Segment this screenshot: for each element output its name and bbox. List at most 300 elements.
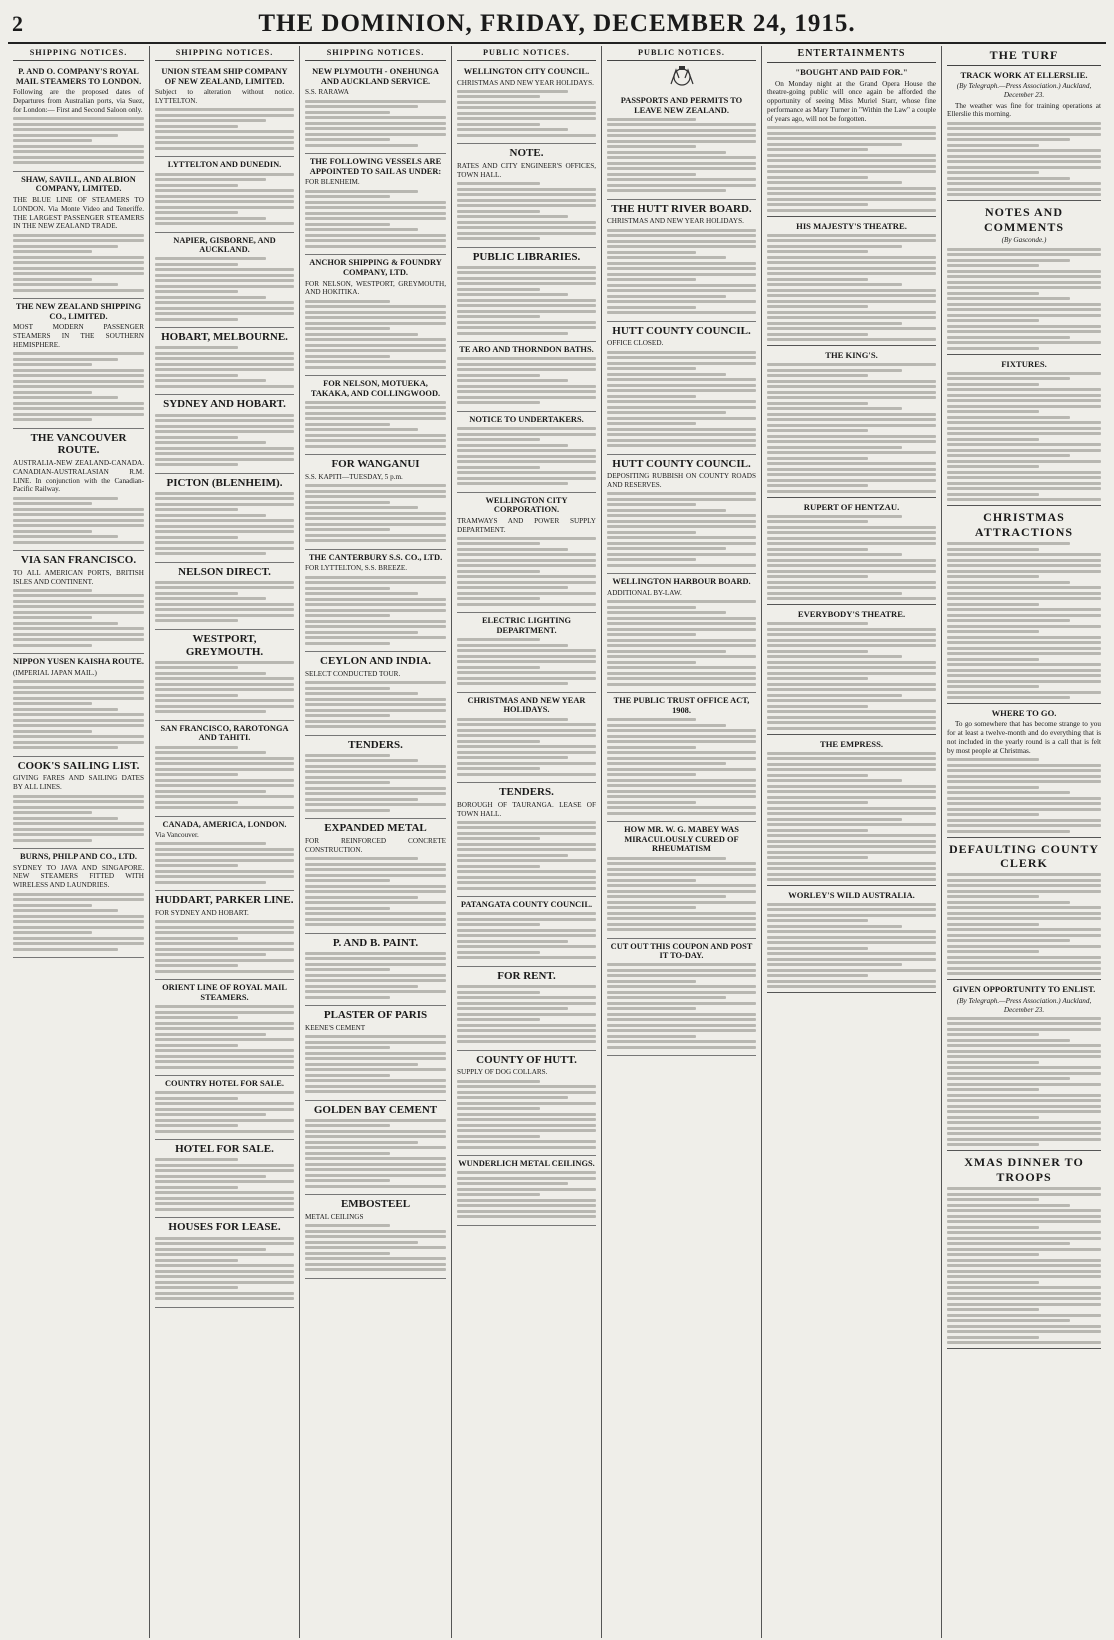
- ad-title: HUDDART, PARKER LINE.: [155, 894, 294, 907]
- advertisement: [13, 172, 144, 299]
- text-line: [767, 559, 936, 562]
- text-line: [457, 310, 596, 313]
- ad-title: THE PUBLIC TRUST OFFICE ACT, 1908.: [613, 696, 750, 715]
- text-line: [767, 969, 936, 972]
- text-line: [305, 698, 446, 701]
- text-line: [13, 272, 144, 275]
- text-line: [607, 189, 726, 192]
- text-line: [13, 686, 144, 689]
- text-line: [305, 687, 390, 690]
- ad-title: UNION STEAM SHIP COMPANY OF NEW ZEALAND, LIMITED.: [161, 67, 288, 86]
- text-line: [607, 757, 756, 760]
- text-line: [767, 980, 936, 983]
- ad-body: FOR BLENHEIM.: [305, 178, 360, 187]
- text-line: [155, 592, 238, 595]
- text-line: [767, 790, 936, 793]
- advertisement: [607, 93, 756, 200]
- text-line: [305, 907, 390, 910]
- advertisement: [457, 897, 596, 967]
- text-line: [457, 751, 596, 754]
- text-line: [155, 368, 294, 371]
- ad-body: S.S. KAPITI—TUESDAY, 5 p.m.: [305, 473, 403, 482]
- ad-body: ADDITIONAL BY-LAW.: [607, 589, 682, 598]
- text-line: [947, 1110, 1101, 1113]
- text-line: [457, 449, 596, 452]
- text-line: [767, 856, 868, 859]
- text-line: [947, 1017, 1101, 1020]
- text-line: [457, 221, 596, 224]
- text-line: [13, 261, 144, 264]
- text-line: [305, 234, 446, 237]
- ad-title: THE FOLLOWING VESSELS ARE APPOINTED TO SAIL AS UNDER:: [309, 157, 442, 176]
- text-line: [13, 893, 144, 896]
- text-line: [155, 881, 266, 884]
- text-line: [305, 105, 418, 108]
- text-line: [305, 787, 446, 790]
- text-line: [947, 405, 1101, 408]
- text-line: [13, 407, 144, 410]
- text-line: [947, 1275, 1101, 1278]
- text-line: [767, 537, 936, 540]
- text-line: [947, 438, 1039, 441]
- text-line: [155, 970, 294, 973]
- text-line: [607, 118, 696, 121]
- text-line: [947, 967, 1101, 970]
- text-line: [305, 195, 390, 198]
- text-line: [305, 1263, 446, 1266]
- text-line: [457, 570, 540, 573]
- ad-title: NIPPON YUSEN KAISHA ROUTE.: [13, 657, 144, 667]
- text-line: [457, 756, 568, 759]
- text-line: [13, 156, 144, 159]
- text-line: [947, 1022, 1101, 1025]
- advertisement: [13, 654, 144, 756]
- text-line: [767, 666, 936, 669]
- ad-title: NOTE.: [509, 147, 544, 160]
- text-line: [155, 757, 294, 760]
- text-line: [457, 385, 596, 388]
- text-line: [947, 575, 1039, 578]
- text-line: [607, 520, 756, 523]
- text-line: [607, 974, 756, 977]
- text-line: [305, 1152, 390, 1155]
- text-line: [305, 901, 446, 904]
- text-line: [947, 133, 1101, 136]
- text-line: [607, 123, 756, 126]
- text-line: [767, 267, 936, 270]
- text-line: [457, 433, 596, 436]
- text-line: [305, 1252, 390, 1255]
- text-line: [607, 156, 756, 159]
- ad-title: TENDERS.: [348, 738, 403, 751]
- text-line: [457, 638, 540, 641]
- text-line: [155, 525, 294, 528]
- text-line: [305, 428, 418, 431]
- text-line: [305, 1174, 446, 1177]
- text-line: [155, 1275, 294, 1278]
- text-line: [947, 1303, 1101, 1306]
- text-line: [767, 622, 868, 625]
- text-line: [457, 837, 540, 840]
- advertisement: [305, 934, 446, 1007]
- ad-title: WELLINGTON CITY CORPORATION.: [485, 495, 568, 515]
- text-line: [155, 414, 294, 417]
- text-line: [13, 502, 92, 505]
- ad-title: SAN FRANCISCO, RAROTONGA AND TAHITI.: [160, 723, 289, 743]
- text-line: [947, 482, 1101, 485]
- text-line: [155, 447, 294, 450]
- text-line: [607, 768, 756, 771]
- text-line: [155, 1038, 294, 1041]
- text-line: [947, 1204, 1070, 1207]
- text-line: [155, 683, 294, 686]
- text-line: [13, 680, 144, 683]
- text-line: [607, 173, 696, 176]
- text-line: [305, 792, 446, 795]
- text-line: [767, 181, 902, 184]
- text-line: [13, 524, 144, 527]
- text-line: [767, 187, 936, 190]
- text-line: [305, 1068, 446, 1071]
- text-line: [607, 1046, 756, 1049]
- text-line: [607, 985, 756, 988]
- text-line: [13, 702, 92, 705]
- text-line: [767, 451, 936, 454]
- text-line: [947, 432, 1101, 435]
- text-line: [155, 688, 294, 691]
- text-line: [155, 1108, 294, 1111]
- text-line: [155, 710, 266, 713]
- text-line: [155, 1158, 238, 1161]
- text-line: [305, 1119, 446, 1122]
- text-line: [305, 212, 446, 215]
- text-line: [457, 559, 596, 562]
- text-line: [13, 396, 118, 399]
- text-line: [947, 347, 1039, 350]
- text-line: [767, 413, 936, 416]
- text-line: [457, 1193, 540, 1196]
- text-line: [457, 1091, 596, 1094]
- text-line: [947, 542, 1070, 545]
- text-line: [305, 366, 446, 369]
- text-line: [305, 809, 390, 812]
- text-line: [457, 182, 540, 185]
- text-line: [305, 490, 446, 493]
- text-line: [607, 862, 756, 865]
- text-line: [607, 812, 756, 815]
- text-line: [607, 735, 756, 738]
- ad-title: NELSON DIRECT.: [178, 565, 271, 578]
- text-line: [305, 896, 418, 899]
- text-line: [13, 535, 118, 538]
- text-line: [947, 764, 1101, 767]
- text-line: [305, 603, 446, 606]
- text-line: [607, 289, 756, 292]
- ad-title: HOBART, MELBOURNE.: [161, 331, 288, 344]
- text-line: [947, 297, 1070, 300]
- text-line: [155, 603, 294, 606]
- text-line: [947, 895, 1039, 898]
- text-line: [947, 1220, 1101, 1223]
- text-line: [305, 803, 446, 806]
- text-line: [457, 666, 540, 669]
- text-line: [947, 884, 1101, 887]
- text-line: [457, 1002, 596, 1005]
- page-number: 2: [12, 11, 23, 36]
- text-line: [767, 245, 902, 248]
- text-line: [767, 710, 936, 713]
- text-line: [947, 813, 1039, 816]
- text-line: [607, 395, 696, 398]
- text-line: [13, 497, 118, 500]
- text-line: [767, 974, 868, 977]
- advertisement: [607, 455, 756, 575]
- text-line: [13, 363, 92, 366]
- ad-title: BURNS, PHILP AND CO., LTD.: [20, 852, 137, 861]
- text-line: [13, 117, 144, 120]
- text-line: [767, 457, 868, 460]
- text-line: [947, 928, 1101, 931]
- text-line: [767, 143, 902, 146]
- text-line: [607, 184, 756, 187]
- text-line: [767, 542, 936, 545]
- text-line: [607, 617, 756, 620]
- text-line: [305, 217, 446, 220]
- text-line: [767, 873, 936, 876]
- text-line: [607, 857, 726, 860]
- text-line: [947, 182, 1101, 185]
- text-line: [305, 703, 446, 706]
- text-line: [767, 878, 936, 881]
- text-line: [305, 996, 390, 999]
- ad-title: LYTTELTON AND DUNEDIN.: [167, 160, 282, 170]
- text-line: [155, 178, 266, 181]
- text-line: [607, 895, 726, 898]
- column-content: [13, 64, 144, 958]
- ad-body: Subject to alteration without notice. LYTTELTON.: [155, 88, 294, 106]
- text-line: [155, 1119, 294, 1122]
- text-line: [457, 95, 540, 98]
- text-line: [13, 234, 144, 237]
- text-line: [947, 1308, 1039, 1311]
- advertisement: [155, 891, 294, 980]
- text-line: [607, 611, 726, 614]
- text-line: [155, 141, 294, 144]
- text-line: [305, 968, 390, 971]
- text-line: [947, 1297, 1101, 1300]
- text-line: [155, 130, 294, 133]
- text-line: [305, 417, 446, 420]
- divider: [947, 354, 1101, 355]
- text-line: [767, 484, 868, 487]
- text-line: [457, 773, 596, 776]
- text-line: [947, 608, 1101, 611]
- text-line: [155, 195, 294, 198]
- column-content: [305, 64, 446, 1279]
- text-line: [155, 672, 266, 675]
- text-line: [947, 674, 1101, 677]
- text-line: [305, 576, 446, 579]
- text-line: [13, 128, 144, 131]
- text-line: [305, 1090, 446, 1093]
- text-line: [607, 384, 756, 387]
- text-line: [607, 1035, 696, 1038]
- text-line: [155, 953, 266, 956]
- text-line: [155, 677, 294, 680]
- divider: [947, 505, 1101, 506]
- column-public-1: [452, 46, 602, 1638]
- text-line: [947, 122, 1101, 125]
- story-heading: TRACK WORK AT ELLERSLIE.: [960, 69, 1088, 80]
- text-line: [607, 762, 726, 765]
- advertisement: [13, 849, 144, 958]
- text-line: [767, 283, 902, 286]
- text-line: [607, 923, 756, 926]
- text-line: [947, 1259, 1101, 1262]
- text-line: [13, 920, 144, 923]
- text-line: [947, 956, 1101, 959]
- text-line: [13, 289, 144, 292]
- text-line: [767, 380, 936, 383]
- text-line: [13, 909, 118, 912]
- text-line: [155, 125, 238, 128]
- column-content: [767, 67, 936, 993]
- text-line: [155, 1191, 294, 1194]
- text-line: [155, 1286, 238, 1289]
- text-line: [305, 912, 446, 915]
- text-line: [155, 257, 266, 260]
- ad-title: ANCHOR SHIPPING & FOUNDRY COMPANY, LTD.: [309, 258, 442, 277]
- text-line: [305, 868, 446, 871]
- text-line: [305, 963, 446, 966]
- text-line: [607, 740, 756, 743]
- ad-body: Following are the proposed dates of Departures from Australian ports, via Suez, for London:— First and Second Saloon only.: [13, 88, 144, 114]
- text-line: [457, 1199, 596, 1202]
- text-line: [305, 1035, 446, 1038]
- text-line: [305, 636, 446, 639]
- text-line: [607, 373, 726, 376]
- advertisement: [607, 693, 756, 822]
- text-line: [947, 303, 1101, 306]
- text-line: [767, 812, 936, 815]
- text-line: [155, 1297, 294, 1300]
- text-line: [767, 925, 902, 928]
- text-line: [607, 389, 756, 392]
- advertisement: [457, 1051, 596, 1156]
- text-line: [607, 901, 756, 904]
- text-line: [457, 368, 596, 371]
- text-line: [607, 672, 756, 675]
- text-line: [607, 683, 756, 686]
- text-line: [457, 444, 568, 447]
- paper-title: THE DOMINION, FRIDAY, DECEMBER 24, 1915.: [258, 10, 856, 37]
- text-line: [607, 422, 696, 425]
- text-line: [607, 509, 726, 512]
- text-line: [947, 553, 1101, 556]
- text-line: [607, 514, 756, 517]
- ad-body: SYDNEY TO JAVA AND SINGAPORE. NEW STEAMERS FITTED WITH WIRELESS AND LAUNDRIES.: [13, 863, 144, 890]
- text-line: [767, 261, 936, 264]
- text-line: [457, 482, 568, 485]
- text-line: [457, 870, 596, 873]
- advertisement: [13, 64, 144, 172]
- text-line: [947, 950, 1039, 953]
- text-line: [607, 558, 696, 561]
- advertisement: [155, 474, 294, 563]
- text-line: [947, 1187, 1101, 1190]
- text-line: [305, 338, 446, 341]
- text-line: [607, 498, 756, 501]
- ad-body: FOR NELSON, WESTPORT, GREYMOUTH, AND HOKITIKA.: [305, 279, 446, 297]
- column-shipping-2: [150, 46, 300, 1638]
- text-line: [947, 1215, 1101, 1218]
- text-line: [13, 611, 144, 614]
- text-line: [607, 677, 756, 680]
- ad-title: WELLINGTON CITY COUNCIL.: [463, 67, 590, 76]
- text-line: [155, 189, 294, 192]
- text-line: [767, 639, 936, 642]
- text-line: [607, 362, 756, 365]
- text-line: [13, 380, 144, 383]
- text-line: [947, 797, 1101, 800]
- text-line: [767, 570, 936, 573]
- ad-body: OFFICE CLOSED.: [607, 339, 664, 348]
- text-line: [607, 784, 756, 787]
- text-line: [457, 396, 596, 399]
- text-line: [947, 808, 1101, 811]
- text-line: [947, 906, 1101, 909]
- text-line: [13, 541, 144, 544]
- text-line: [13, 746, 118, 749]
- text-line: [607, 547, 726, 550]
- text-line: [155, 463, 238, 466]
- text-line: [13, 898, 144, 901]
- text-line: [155, 536, 238, 539]
- text-line: [947, 193, 1101, 196]
- text-line: [155, 1022, 294, 1025]
- text-line: [305, 620, 446, 623]
- text-line: [457, 553, 596, 556]
- text-line: [947, 270, 1101, 273]
- text-line: [305, 223, 390, 226]
- text-line: [13, 385, 144, 388]
- text-line: [947, 377, 1070, 380]
- text-line: [607, 622, 756, 625]
- text-line: [457, 537, 596, 540]
- text-line: [155, 541, 294, 544]
- text-line: [767, 796, 936, 799]
- text-line: [767, 914, 936, 917]
- text-line: [305, 918, 446, 921]
- text-line: [607, 553, 756, 556]
- text-line: [607, 1018, 756, 1021]
- ad-title: EMBOSTEEL: [340, 1198, 411, 1211]
- text-line: [457, 321, 596, 324]
- text-line: [607, 162, 756, 165]
- text-line: [13, 250, 92, 253]
- advertisement: [155, 233, 294, 329]
- text-line: [155, 492, 294, 495]
- text-line: [947, 972, 1101, 975]
- advertisement: [305, 550, 446, 652]
- text-line: [155, 762, 294, 765]
- text-line: [607, 790, 756, 793]
- text-line: [305, 863, 446, 866]
- text-line: [457, 581, 596, 584]
- text-line: [13, 391, 92, 394]
- text-line: [607, 1040, 756, 1043]
- text-line: [947, 498, 1101, 501]
